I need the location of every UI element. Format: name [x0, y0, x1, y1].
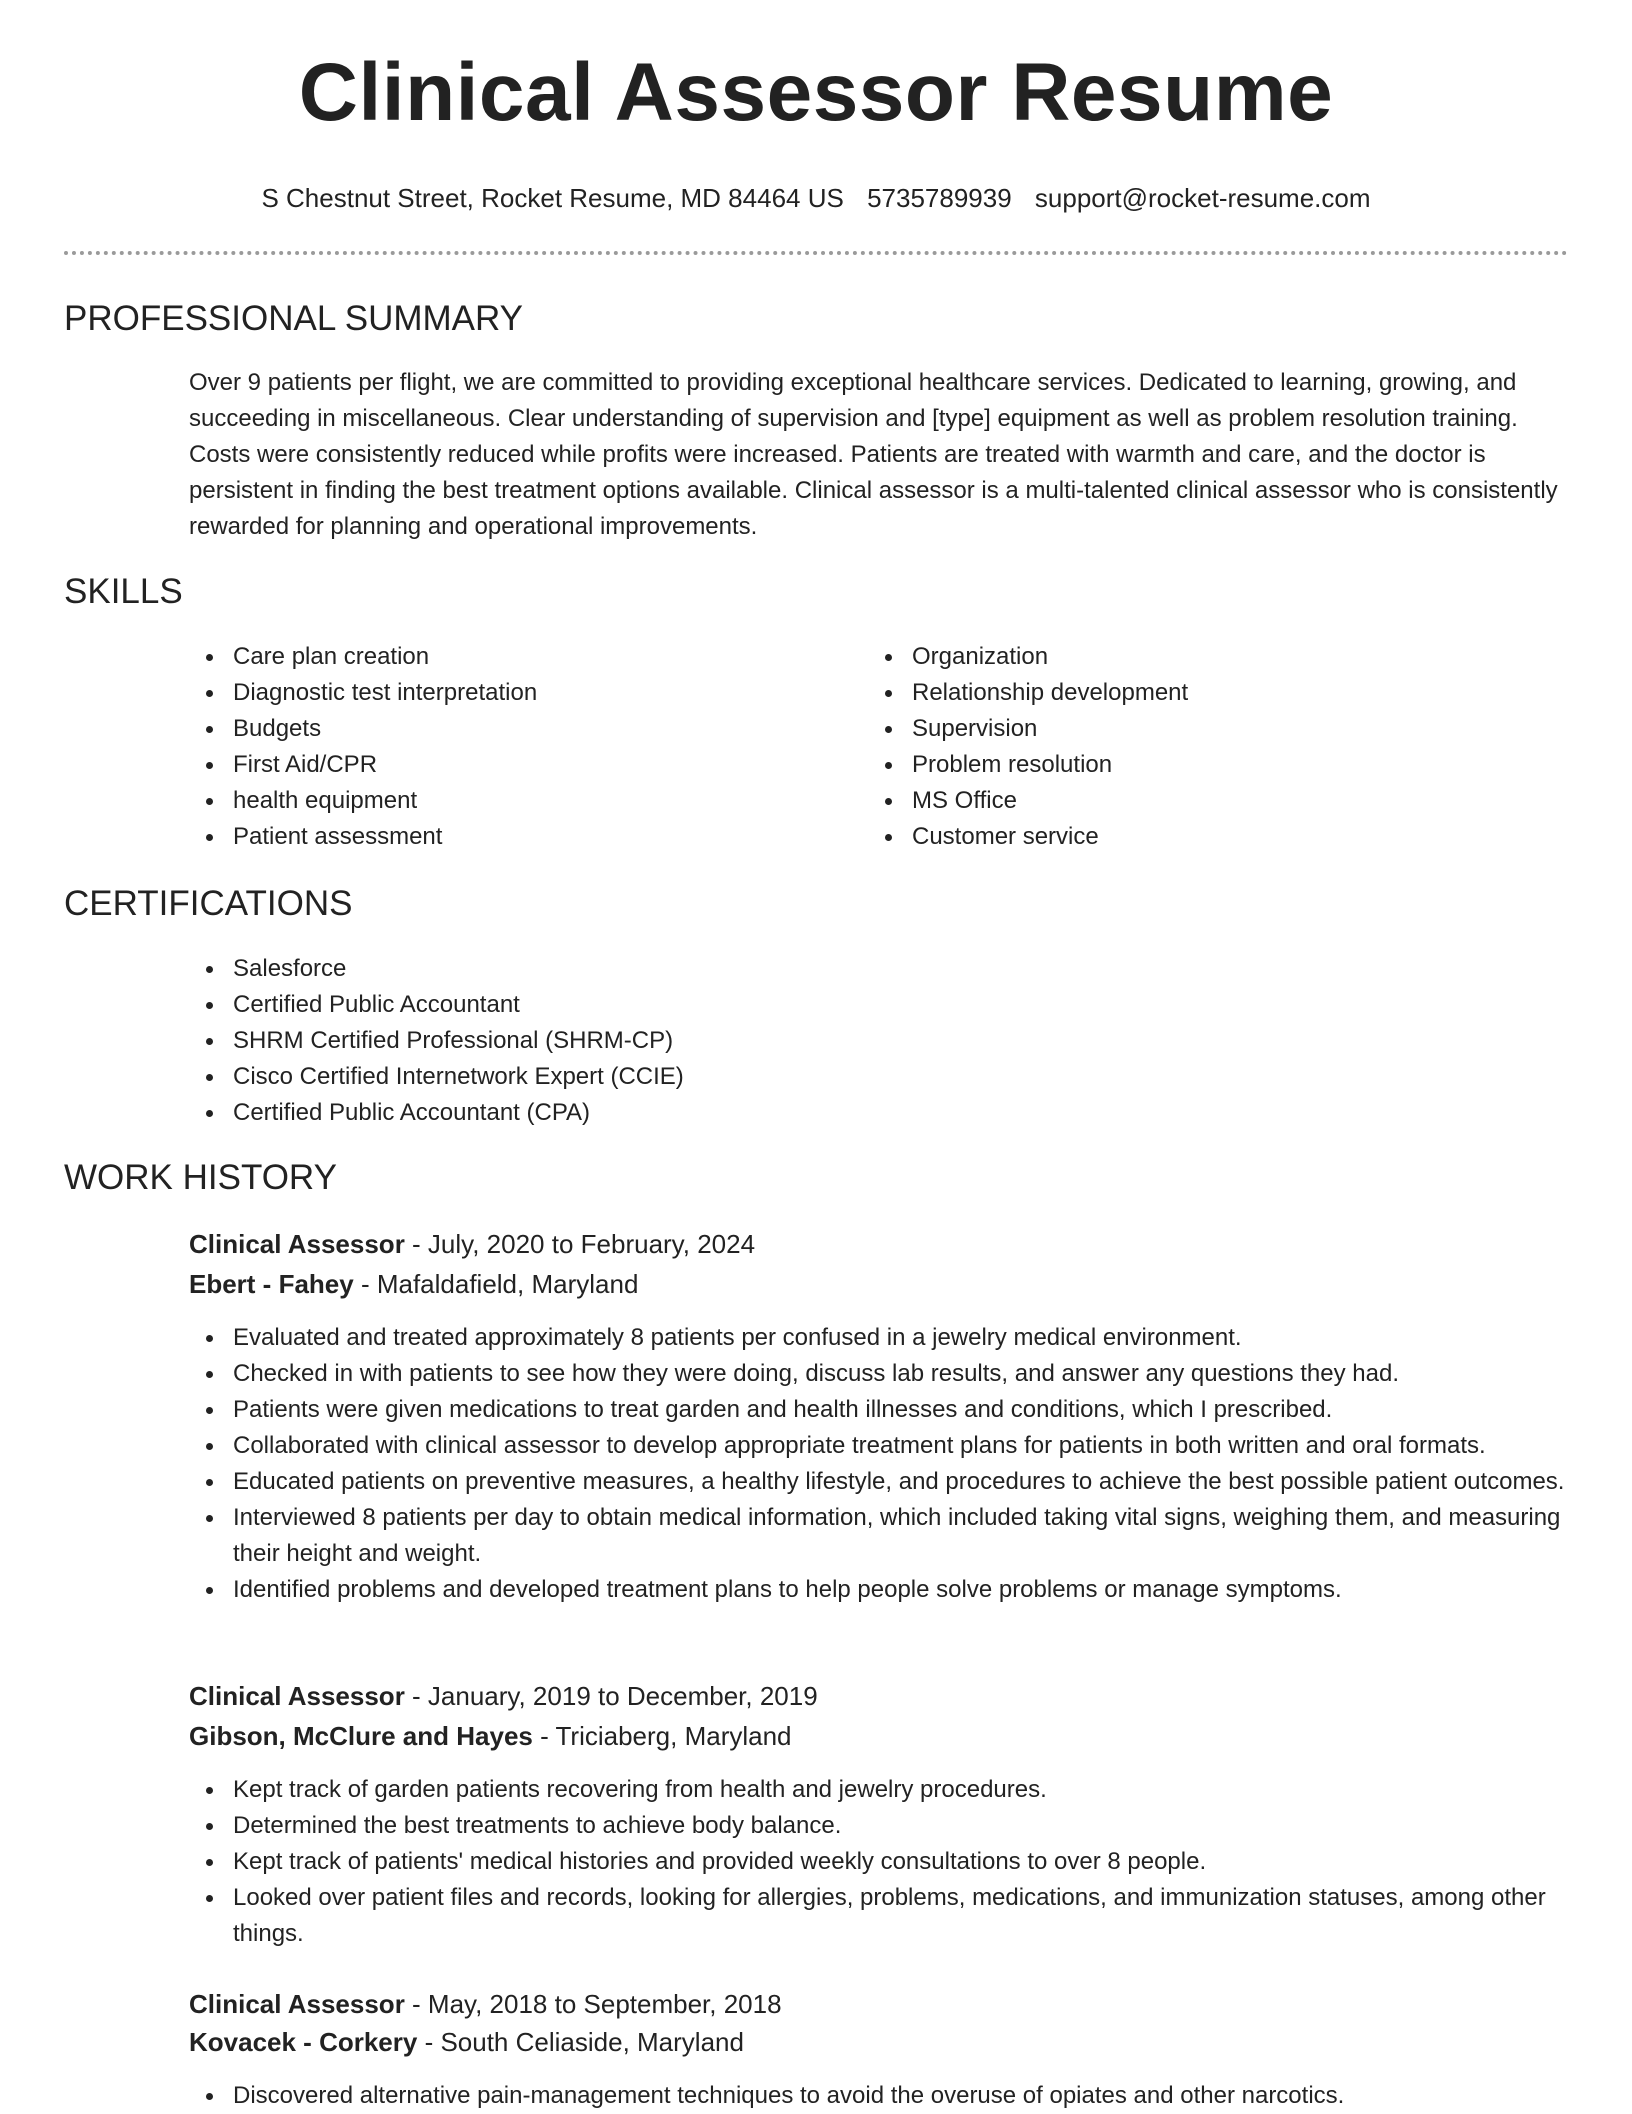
job-bullet: Discovered alternative pain-management techniques to avoid the overuse of opiates and other narcotics.	[189, 2078, 1569, 2114]
job-company-line	[189, 1266, 638, 1302]
job-bullets	[189, 1772, 1569, 1952]
certifications-heading: CERTIFICATIONS	[64, 884, 353, 923]
job-location: - Triciaberg, Maryland	[532, 1721, 792, 1751]
contact-address: S Chestnut Street, Rocket Resume, MD 84464 US	[261, 183, 844, 213]
job-bullet: Patients were given medications to treat garden and health illnesses and conditions, which I prescribed.	[189, 1392, 1569, 1428]
skill-item: Supervision	[868, 711, 1528, 747]
job-bullet: Kept track of garden patients recovering from health and jewelry procedures.	[189, 1772, 1569, 1808]
skill-item: Budgets	[189, 711, 849, 747]
job-bullet: Educated patients on preventive measures, a healthy lifestyle, and procedures to achieve the best possible patient outcomes.	[189, 1464, 1569, 1500]
job-company: Gibson, McClure and Hayes	[189, 1721, 533, 1751]
job-title-line	[189, 1678, 818, 1714]
job-company-line	[189, 2024, 744, 2060]
skills-list-left	[189, 639, 849, 855]
job-location: - South Celiaside, Maryland	[417, 2027, 744, 2057]
page-title: Clinical Assessor Resume	[298, 47, 1334, 138]
job-bullet: Interviewed 8 patients per day to obtain medical information, which included taking vital signs, weighing them, and measuring their height and weight.	[189, 1500, 1569, 1572]
skill-item: Relationship development	[868, 675, 1528, 711]
job-title: Clinical Assessor	[189, 1681, 405, 1711]
job-company: Ebert - Fahey	[189, 1269, 354, 1299]
job-title-line	[189, 1986, 782, 2022]
summary-text: Over 9 patients per flight, we are committed to providing exceptional healthcare services. Dedicated to learning, growing, and succeeding in miscellaneous. Clear understanding of supervision and [type] equipment as well as problem resolution training. Costs were consistently reduced while profits were increased. Patients are treated with warmth and care, and the doctor is persistent in finding the best treatment options available. Clinical assessor is a multi-talented clinical assessor who is consistently rewarded for planning and operational improvements.	[189, 369, 1558, 540]
skills-list-right	[868, 639, 1528, 855]
skill-item: health equipment	[189, 783, 849, 819]
job-title: Clinical Assessor	[189, 1229, 405, 1259]
job-bullet: Looked over patient files and records, looking for allergies, problems, medications, and immunization statuses, among other things.	[189, 1880, 1569, 1952]
skill-item: First Aid/CPR	[189, 747, 849, 783]
certification-item: Salesforce	[189, 951, 1569, 987]
job-bullet: Identified problems and developed treatment plans to help people solve problems or manage symptoms.	[189, 1572, 1569, 1608]
job-company: Kovacek - Corkery	[189, 2027, 418, 2057]
skill-item: Organization	[868, 639, 1528, 675]
certification-item: SHRM Certified Professional (SHRM-CP)	[189, 1023, 1569, 1059]
skill-item: Problem resolution	[868, 747, 1528, 783]
job-dates: - July, 2020 to February, 2024	[404, 1229, 756, 1259]
job-bullet: Checked in with patients to see how they were doing, discuss lab results, and answer any questions they had.	[189, 1356, 1569, 1392]
contact-email: support@rocket-resume.com	[1034, 183, 1371, 213]
job-bullet: Determined the best treatments to achieve body balance.	[189, 1808, 1569, 1844]
job-company-line	[189, 1718, 792, 1754]
skill-item: MS Office	[868, 783, 1528, 819]
certification-item: Certified Public Accountant	[189, 987, 1569, 1023]
skill-item: Care plan creation	[189, 639, 849, 675]
skill-item: Customer service	[868, 819, 1528, 855]
job-location: - Mafaldafield, Maryland	[353, 1269, 639, 1299]
header-divider	[64, 251, 1568, 255]
work-history-heading: WORK HISTORY	[64, 1158, 337, 1197]
job-dates: - May, 2018 to September, 2018	[404, 1989, 782, 2019]
certifications-list	[189, 951, 1569, 1131]
job-bullet: Evaluated and treated approximately 8 patients per confused in a jewelry medical environment.	[189, 1320, 1569, 1356]
certification-item: Cisco Certified Internetwork Expert (CCIE)	[189, 1059, 1569, 1095]
certification-item: Certified Public Accountant (CPA)	[189, 1095, 1569, 1131]
skill-item: Diagnostic test interpretation	[189, 675, 849, 711]
contact-phone: 5735789939	[867, 183, 1012, 213]
job-bullets	[189, 2078, 1569, 2114]
skill-item: Patient assessment	[189, 819, 849, 855]
skills-heading: SKILLS	[64, 572, 183, 611]
job-dates: - January, 2019 to December, 2019	[404, 1681, 818, 1711]
job-title-line	[189, 1226, 755, 1262]
job-bullet: Collaborated with clinical assessor to develop appropriate treatment plans for patients in both written and oral formats.	[189, 1428, 1569, 1464]
job-bullet: Kept track of patients' medical histories and provided weekly consultations to over 8 people.	[189, 1844, 1569, 1880]
contact-line	[0, 183, 1632, 213]
summary-heading: PROFESSIONAL SUMMARY	[64, 299, 523, 338]
job-title: Clinical Assessor	[189, 1989, 405, 2019]
job-bullets	[189, 1320, 1569, 1608]
